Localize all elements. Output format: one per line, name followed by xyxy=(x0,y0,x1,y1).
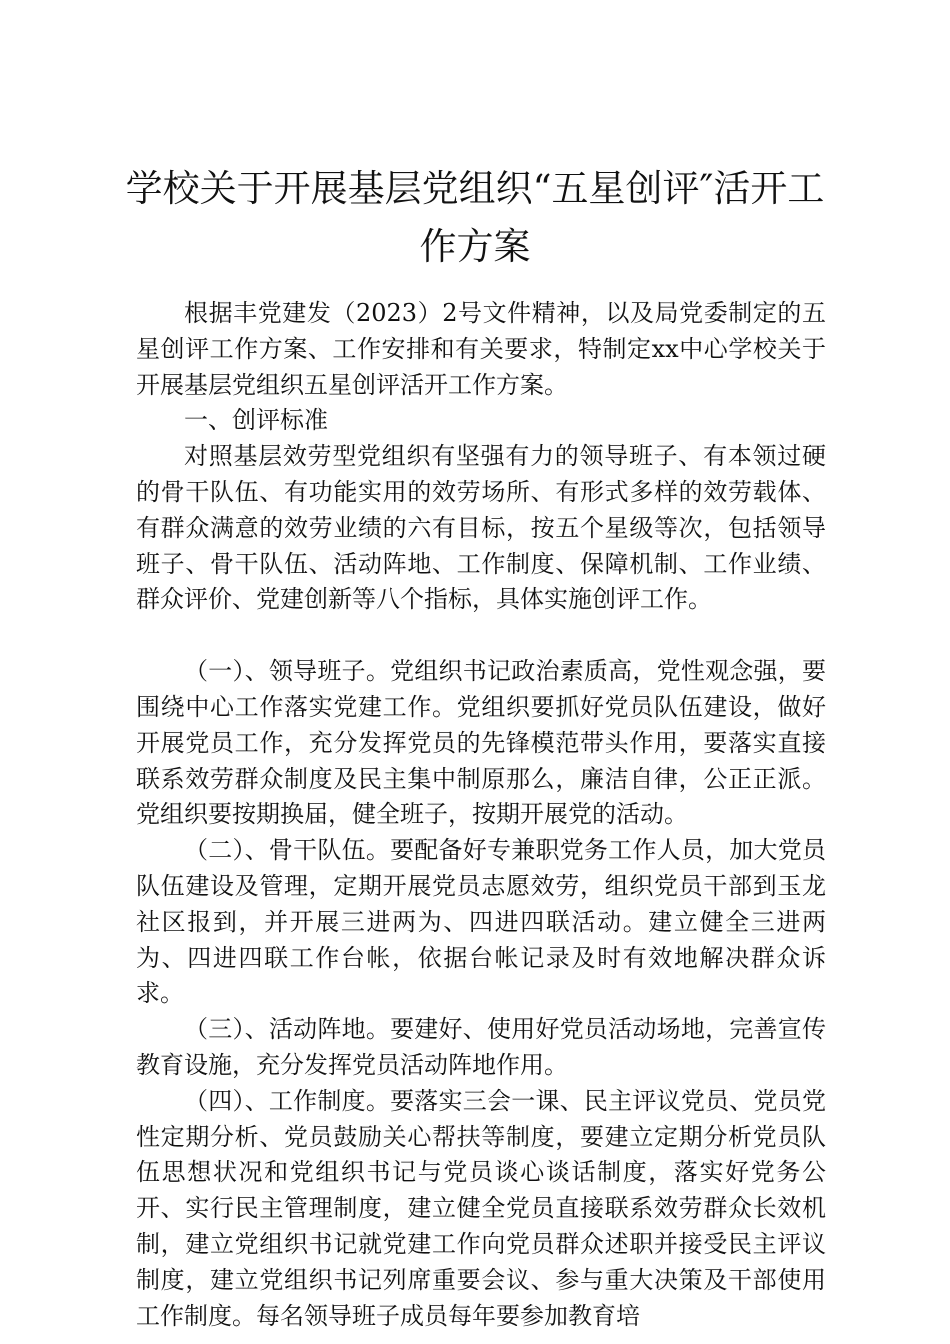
section-heading-criteria: 一、创评标准 xyxy=(184,406,328,435)
criteria-paragraph: 对照基层效劳型党组织有坚强有力的领导班子、有本领过硬的骨干队伍、有功能实用的效劳场所、有形式多样的效劳载体、有群众满意的效劳业绩的六有目标，按五个星级等次，包括领导班子、骨干队伍、活动阵地、工作制度、保障机制、工作业绩、群众评价、党建创新等八个指标，具体实施创评工作。 xyxy=(136,442,826,614)
item-backbone-team-paragraph: （二）、骨干队伍。要配备好专兼职党务工作人员，加大党员队伍建设及管理，定期开展党员志愿效劳，组织党员干部到玉龙社区报到，并开展三进两为、四进四联活动。建立健全三进两为、四进四联工作台帐，依据台帐记录及时有效地解决群众诉求。 xyxy=(136,836,826,1008)
intro-paragraph: 根据丰党建发（2023）2号文件精神，以及局党委制定的五星创评工作方案、工作安排和有关要求，特制定xx中心学校关于开展基层党组织五星创评活开工作方案。 xyxy=(136,299,826,399)
paragraph-gap xyxy=(136,618,826,654)
item-activity-venue-paragraph: （三）、活动阵地。要建好、使用好党员活动场地，完善宣传教育设施，充分发挥党员活动阵地作用。 xyxy=(136,1015,826,1079)
item-work-system-paragraph: （四）、工作制度。要落实三会一课、民主评议党员、党员党性定期分析、党员鼓励关心帮扶等制度，要建立定期分析党员队伍思想状况和党组织书记与党员谈心谈话制度，落实好党务公开、实行民主管理制度，建立健全党员直接联系效劳群众长效机制，建立党组织书记就党建工作向党员群众述职并接受民主评议制度，建立党组织书记列席重要会议、参与重大决策及干部使用工作制度。每名领导班子成员每年要参加教育培 xyxy=(136,1086,826,1330)
document-body xyxy=(136,296,826,1334)
document-title: 学校关于开展基层党组织“五星创评″活开工作方案 xyxy=(125,167,825,268)
item-leadership-paragraph: （一）、领导班子。党组织书记政治素质高，党性观念强，要围绕中心工作落实党建工作。党组织要抓好党员队伍建设，做好开展党员工作，充分发挥党员的先锋模范带头作用，要落实直接联系效劳群众制度及民主集中制原那么，廉洁自律，公正正派。党组织要按期换届，健全班子，按期开展党的活动。 xyxy=(136,657,826,829)
